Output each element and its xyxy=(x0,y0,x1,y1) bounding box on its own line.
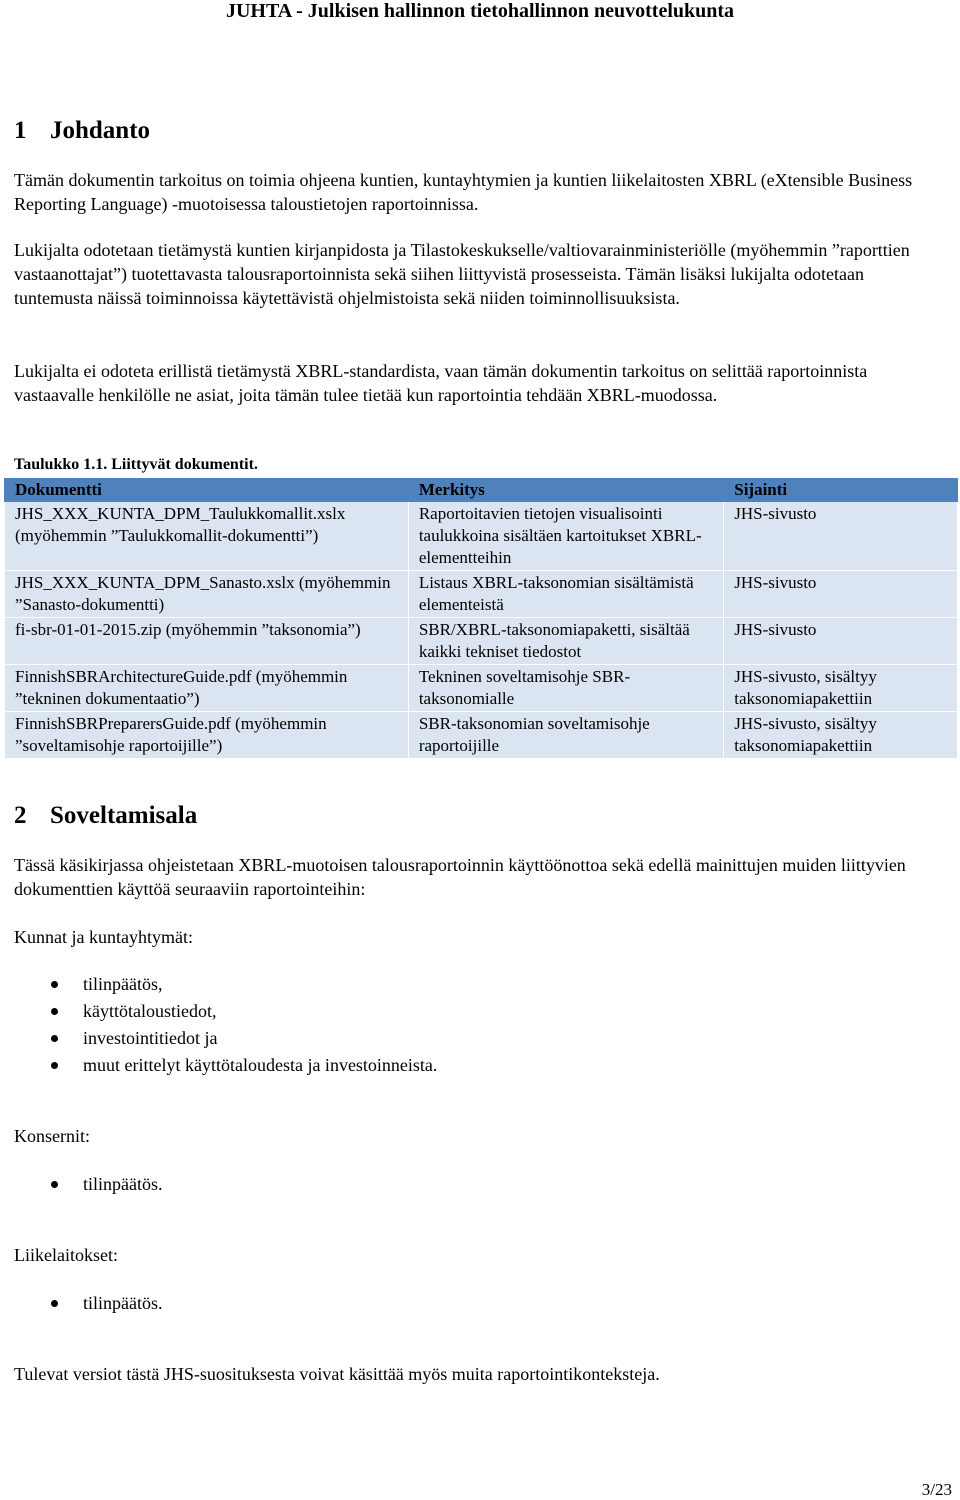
cell-meaning: SBR-taksonomian soveltamisohje raportoijille xyxy=(408,712,723,759)
section-number: 2 xyxy=(14,802,27,829)
cell-location: JHS-sivusto, sisältyy taksonomiapakettiin xyxy=(724,665,958,712)
table-row xyxy=(5,618,958,665)
bullet-icon xyxy=(51,1181,58,1188)
paragraph-purpose: Tämän dokumentin tarkoitus on toimia ohjeena kuntien, kuntayhtymien ja kuntien liikelaitosten XBRL (eXtensible Business Reporting Language) -muotoisessa taloustietojen raportoinnissa. xyxy=(14,170,913,214)
table-row xyxy=(5,571,958,618)
list-item: tilinpäätös. xyxy=(14,1171,163,1198)
section-title: Johdanto xyxy=(50,117,151,144)
paragraph-reader-knowledge: Lukijalta odotetaan tietämystä kuntien kirjanpidosta ja Tilastokeskukselle/valtiovarainministeriölle (myöhemmin ”raporttien vastaanottajat”) tuotettavasta talousraportoinnista sekä siihen liittyvistä prosesseista. Tämän lisäksi lukijalta odotetaan tuntemusta näissä toiminnoissa käytettävistä ohjelmistoista sekä niiden toiminnollisuuksista. xyxy=(14,240,910,308)
cell-meaning: Listaus XBRL-taksonomian sisältämistä elementeistä xyxy=(408,571,723,618)
section-heading-johdanto xyxy=(14,117,150,145)
group-label-municipalities: Kunnat ja kuntayhtymät: xyxy=(14,927,193,947)
bullet-icon xyxy=(51,1008,58,1015)
bullet-list-municipalities xyxy=(14,971,437,1079)
table-row xyxy=(5,712,958,759)
bullet-icon xyxy=(51,1062,58,1069)
table-caption: Taulukko 1.1. Liittyvät dokumentit. xyxy=(14,456,258,473)
list-item: tilinpäätös. xyxy=(14,1290,163,1317)
paragraph-no-xbrl-knowledge: Lukijalta ei odoteta erillistä tietämystä XBRL-standardista, vaan tämän dokumentin tarkoitus on selittää raportoinnista vastaavalle henkilölle ne asiat, joita tämän tulee tietää kun raportointia tehdään XBRL-muodossa. xyxy=(14,361,868,405)
list-item: tilinpäätös, xyxy=(14,971,437,998)
page-number: 3/23 xyxy=(921,1480,952,1499)
table-header-row xyxy=(5,479,958,502)
paragraph-closing: Tulevat versiot tästä JHS-suosituksesta voivat käsittää myös muita raportointikonteksteja. xyxy=(14,1364,660,1384)
bullet-icon xyxy=(51,1300,58,1307)
related-documents-table xyxy=(4,478,958,759)
section-heading-soveltamisala xyxy=(14,802,197,830)
cell-document: FinnishSBRArchitectureGuide.pdf (myöhemmin ”tekninen dokumentaatio”) xyxy=(5,665,409,712)
cell-meaning: Tekninen soveltamisohje SBR-taksonomialle xyxy=(408,665,723,712)
section-title: Soveltamisala xyxy=(50,802,198,829)
list-item: muut erittelyt käyttötaloudesta ja investoinneista. xyxy=(14,1052,437,1079)
section-number: 1 xyxy=(14,117,27,144)
group-label-groups: Konsernit: xyxy=(14,1126,90,1146)
cell-document: FinnishSBRPreparersGuide.pdf (myöhemmin ”soveltamisohje raportoijille”) xyxy=(5,712,409,759)
cell-location: JHS-sivusto xyxy=(724,618,958,665)
list-item: käyttötaloustiedot, xyxy=(14,998,437,1025)
column-header-document: Dokumentti xyxy=(5,479,409,502)
group-label-enterprises: Liikelaitokset: xyxy=(14,1245,118,1265)
paragraph-scope-intro: Tässä käsikirjassa ohjeistetaan XBRL-muotoisen talousraportoinnin käyttöönottoa sekä edellä mainittujen muiden liittyvien dokumenttien käyttöä seuraaviin raportointeihin: xyxy=(14,855,906,899)
column-header-location: Sijainti xyxy=(724,479,958,502)
table-row xyxy=(5,502,958,571)
list-item: investointitiedot ja xyxy=(14,1025,437,1052)
page-header: JUHTA - Julkisen hallinnon tietohallinnon neuvottelukunta xyxy=(225,0,735,22)
cell-document: fi-sbr-01-01-2015.zip (myöhemmin ”taksonomia”) xyxy=(5,618,409,665)
cell-location: JHS-sivusto xyxy=(724,571,958,618)
bullet-list-groups xyxy=(14,1171,163,1198)
cell-location: JHS-sivusto, sisältyy taksonomiapakettiin xyxy=(724,712,958,759)
bullet-icon xyxy=(51,981,58,988)
cell-document: JHS_XXX_KUNTA_DPM_Sanasto.xslx (myöhemmin ”Sanasto-dokumentti) xyxy=(5,571,409,618)
table-row xyxy=(5,665,958,712)
cell-meaning: SBR/XBRL-taksonomiapaketti, sisältää kaikki tekniset tiedostot xyxy=(408,618,723,665)
cell-meaning: Raportoitavien tietojen visualisointi taulukkoina sisältäen kartoitukset XBRL-elementteihin xyxy=(408,502,723,571)
cell-location: JHS-sivusto xyxy=(724,502,958,571)
cell-document: JHS_XXX_KUNTA_DPM_Taulukkomallit.xslx (myöhemmin ”Taulukkomallit-dokumentti”) xyxy=(5,502,409,571)
column-header-meaning: Merkitys xyxy=(408,479,723,502)
bullet-icon xyxy=(51,1035,58,1042)
bullet-list-enterprises xyxy=(14,1290,163,1317)
